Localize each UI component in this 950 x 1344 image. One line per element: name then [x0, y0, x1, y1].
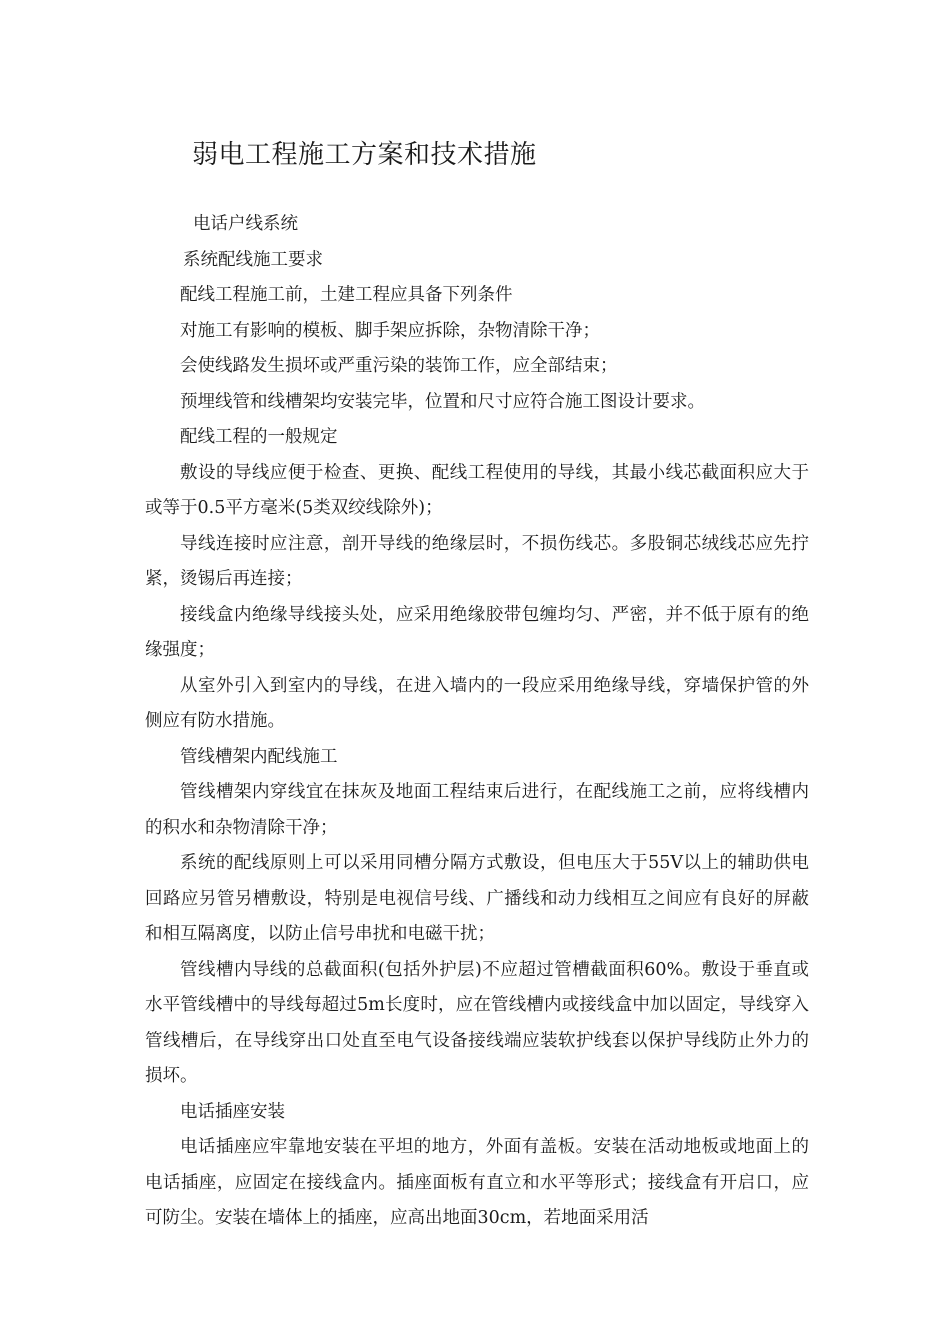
paragraph: 会使线路发生损坏或严重污染的装饰工作，应全部结束；: [180, 356, 618, 376]
section-heading: 电话户线系统: [193, 214, 298, 234]
subsection-heading: 系统配线施工要求: [183, 249, 323, 270]
paragraph: 敷设的导线应便于检查、更换、配线工程使用的导线，其最小线芯截面积应大于或等于0.5平方毫米(5类双绞线除外)；: [145, 462, 809, 518]
paragraph: 导线连接时应注意，剖开导线的绝缘层时，不损伤线芯。多股铜芯绒线芯应先拧紧，烫锡后再连接；: [145, 533, 809, 589]
subsection-heading: 配线工程的一般规定: [180, 427, 338, 447]
page-title: 弱电工程施工方案和技术措施: [192, 140, 537, 170]
paragraph: 从室外引入到室内的导线，在进入墙内的一段应采用绝缘导线，穿墙保护管的外侧应有防水措施。: [145, 675, 809, 731]
paragraph: 电话插座应牢靠地安装在平坦的地方，外面有盖板。安装在活动地板或地面上的电话插座，应固定在接线盒内。插座面板有直立和水平等形式；接线盒有开启口，应可防尘。安装在墙体上的插座，应高出地面30cm，若地面采用活: [145, 1137, 809, 1228]
paragraph: 系统的配线原则上可以采用同槽分隔方式敷设，但电压大于55V以上的辅助供电回路应另管另槽敷设，特别是电视信号线、广播线和动力线相互之间应有良好的屏蔽和相互隔离度，以防止信号串扰和电磁干扰；: [145, 853, 809, 944]
subsection-heading: 管线槽架内配线施工: [180, 746, 338, 767]
subsection-heading: 电话插座安装: [180, 1101, 285, 1122]
paragraph: 配线工程施工前，土建工程应具备下列条件: [180, 285, 513, 305]
paragraph: 预埋线管和线槽架均安装完毕，位置和尺寸应符合施工图设计要求。: [180, 391, 705, 412]
paragraph: 管线槽内导线的总截面积(包括外护层)不应超过管槽截面积60%。敷设于垂直或水平管线槽中的导线每超过5m长度时，应在管线槽内或接线盒中加以固定，导线穿入管线槽后，在导线穿出口处直至电气设备接线端应装软护线套以保护导线防止外力的损坏。: [145, 959, 809, 1086]
document-body: [145, 207, 809, 1237]
paragraph: 对施工有影响的模板、脚手架应拆除，杂物清除干净；: [180, 320, 600, 341]
paragraph: 接线盒内绝缘导线接头处，应采用绝缘胶带包缠均匀、严密，并不低于原有的绝缘强度；: [145, 604, 809, 660]
paragraph: 管线槽架内穿线宜在抹灰及地面工程结束后进行，在配线施工之前，应将线槽内的积水和杂物清除干净；: [145, 782, 809, 838]
